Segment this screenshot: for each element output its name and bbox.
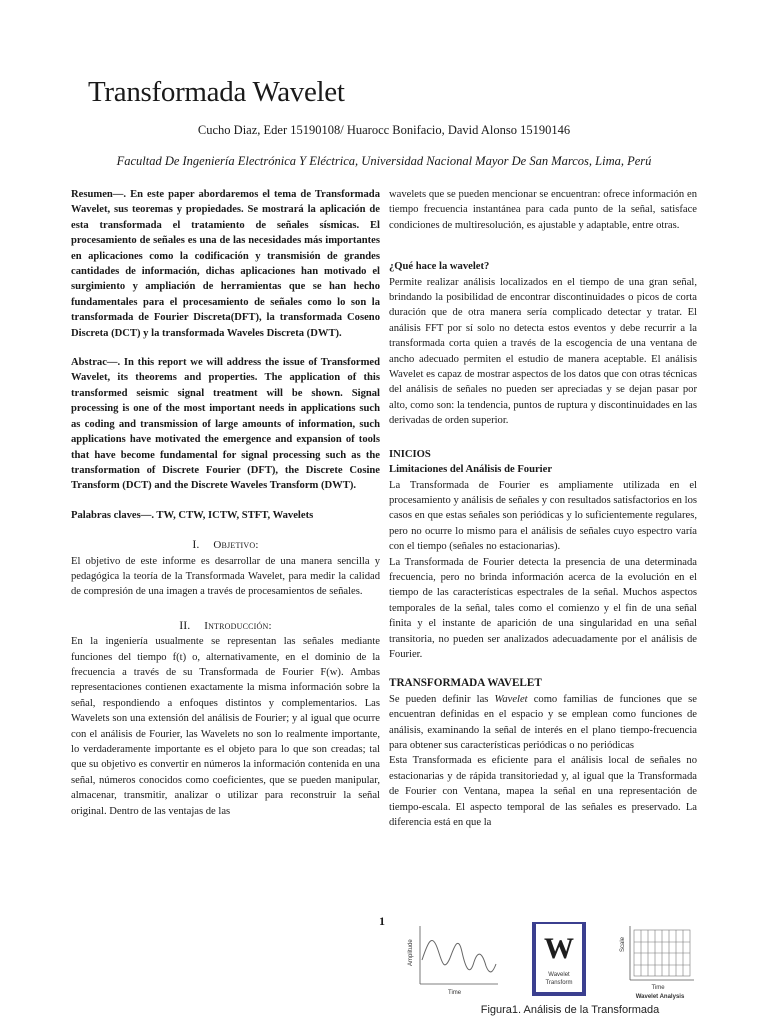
signal-waveform bbox=[422, 941, 496, 972]
inicios-heading: INICIOS bbox=[389, 448, 431, 460]
wavelet-box-caption-1: Wavelet bbox=[548, 972, 570, 978]
paper-title: Transformada Wavelet bbox=[88, 76, 345, 108]
limitaciones-paragraph-2: La Transformada de Fourier detecta la presencia de una determinada frecuencia, pero no brinda información acerca de la evolución en el tiempo de las características espectrales de la señal. Muchos aspectos temporales de la señal, tales como el comienzo y el fin de una señal finita y el instante de aparición de una singularidad en una señal transitoria, no pueden ser analizados adecuadamente por el análisis de Fourier. bbox=[389, 556, 697, 660]
w-letter: W bbox=[544, 932, 574, 965]
affiliation-line: Facultad De Ingeniería Electrónica Y Eléctrica, Universidad Nacional Mayor De San Marcos, Lima, Perú bbox=[116, 154, 652, 168]
transformada-wavelet-heading: TRANSFORMADA WAVELET bbox=[389, 677, 542, 690]
section-number: II. bbox=[179, 617, 191, 632]
introduccion-paragraph: En la ingeniería usualmente se representan las señales mediante funciones del tiempo f(t) o, alternativamente, en el dominio de la frecuencia a través de su Transformada de Fourier F(w). Ambas representaciones contienen exactamente la misma información sobre la señal, respondiendo a enfoques distintos y complementarios. Las Wavelets son una extensión del análisis de Fourier; y al igual que ocurre con el análisis de Fourier, las Wavelets no son lo realmente importante, lo verdaderamente importante es el objeto para lo que son creadas; tal que su objetivo es convertir en números la información contenida en una señal, números conocidos como coeficientes, que se pueden manipular, almacenar, transmitir, analizar o utilizar para reconstruir la señal original. Dentro de las ventajas de las bbox=[71, 636, 380, 817]
section-heading-objetivo bbox=[71, 537, 380, 553]
keywords: Palabras claves—. TW, CTW, ICTW, STFT, Wavelets bbox=[71, 509, 314, 521]
page-number: 1 bbox=[379, 914, 385, 928]
right-column bbox=[389, 187, 697, 830]
objetivo-paragraph: El objetivo de este informe es desarrollar de una manera sencilla y pedagógica la teoría de la Transformada Wavelet, para medir la calidad de compresión de una imagen a través de procesamientos de señales. bbox=[71, 555, 380, 598]
tw-paragraph-1 bbox=[389, 692, 697, 754]
tw-p1-em: Wavelet bbox=[494, 693, 528, 705]
section-title: Introducción: bbox=[204, 619, 272, 632]
wavelet-analysis-label: Wavelet Analysis bbox=[635, 994, 685, 1000]
tw-paragraph-2: Esta Transformada es eficiente para el análisis local de señales no estacionarias y de rápida transitoriedad y, al igual que la Transformada de Fourier con Ventana, mapea la señal en una representación de tiempo-escala. El aspecto temporal de las señales es preservado. La diferencia está en que la bbox=[389, 755, 697, 829]
left-column bbox=[71, 187, 380, 819]
scale-label: Scale bbox=[620, 936, 626, 952]
tw-p1-pre: Se pueden definir las bbox=[389, 693, 495, 705]
limitaciones-paragraph-1: La Transformada de Fourier es ampliamente utilizada en el procesamiento y análisis de señales y con resultados satisfactorios en los casos en que estas señales son periódicas y lo suficientemente regulares, pero no ocurre lo mismo para el análisis de señales cuyo espectro varía con el tiempo (señales no estacionarias). bbox=[389, 479, 697, 553]
time-label-2: Time bbox=[651, 985, 665, 991]
authors-line: Cucho Diaz, Eder 15190108/ Huarocc Bonifacio, David Alonso 15190146 bbox=[197, 123, 571, 137]
figure-caption: Figura1. Análisis de la Transformada bbox=[480, 1004, 660, 1016]
abstract-spanish: Resumen—. En este paper abordaremos el tema de Transformada Wavelet, sus teoremas y propiedades. Se mostrará la aplicación de esta transformada el tratamiento de señales sísmicas. El procesamiento de señales es una de las necesidades más importantes en aplicaciones como la codificación y transmisión de grandes cantidades de información, dichas aplicaciones han motivado el surgimiento y ampliación de herramientas que se han hecho fundamentales para el procesamiento de señales como lo son la transformada de Fourier Discreta(DFT), la transformada Coseno Discreta (DCT) y la transformada Waveles Discreta (DWT). bbox=[71, 189, 380, 339]
limitaciones-heading: Limitaciones del Análisis de Fourier bbox=[389, 464, 553, 476]
wavelet-box-caption-2: Transform bbox=[545, 980, 573, 986]
figure-wavelet-analysis bbox=[398, 922, 698, 1004]
que-hace-heading: ¿Qué hace la wavelet? bbox=[389, 261, 490, 273]
section-number: I. bbox=[192, 537, 200, 552]
que-hace-paragraph: Permite realizar análisis localizados en el tiempo de una gran señal, brindando la posibilidad de encontrar discontinuidades o picos de corta duración que de otra manera sería complicado detectar y tratar. El análisis FFT por sí solo no detecta estos eventos y debe recurrir a la transformada corta quien a través de la escogencia de una ventana de ancho adecuado permiten el estudio de manera aceptable. El análisis Wavelet es capaz de mostrar aspectos de los datos que con otras técnicas del análisis de señales no pueden ser apreciadas y se dejan pasar por alto, como son: la tendencia, puntos de ruptura y discontinuidades en las derivadas de orden superior. bbox=[389, 276, 697, 427]
abstract-english: Abstrac—. In this report we will address the issue of Transformed Wavelet, its theorems and properties. The application of this transformed seismic signal treatment will be shown. Signal processing is one of the most important needs in applications such as coding and transmission of large amounts of information, such applications have motivated the emergence and expansion of tools that have become fundamental for signal processing such as the transformation of Discrete Fourier (DFT), the Discrete Cosine Transform (DCT) and the Discrete Waveles Transform (DWT). bbox=[71, 357, 380, 492]
wavelet-grid bbox=[634, 930, 690, 976]
intro-continuation: wavelets que se pueden mencionar se encuentran: ofrece información en tiempo frecuencia instantánea para cada punto de la señal, satisface condiciones de multiresolución, es ajustable y adaptable, entre otras. bbox=[389, 189, 697, 231]
time-label: Time bbox=[448, 990, 462, 996]
amplitude-label: Amplitude bbox=[408, 939, 414, 966]
tw-p1-post: como familias de funciones que se encuentran definidas en el espacio y se emplean como funciones de análisis, examinando la señal de interés en el plano tiempo-frecuencia para obtener sus características periódicas o no periódicas bbox=[389, 693, 697, 751]
section-title: Objetivo: bbox=[213, 539, 259, 552]
section-heading-introduccion bbox=[71, 618, 380, 634]
